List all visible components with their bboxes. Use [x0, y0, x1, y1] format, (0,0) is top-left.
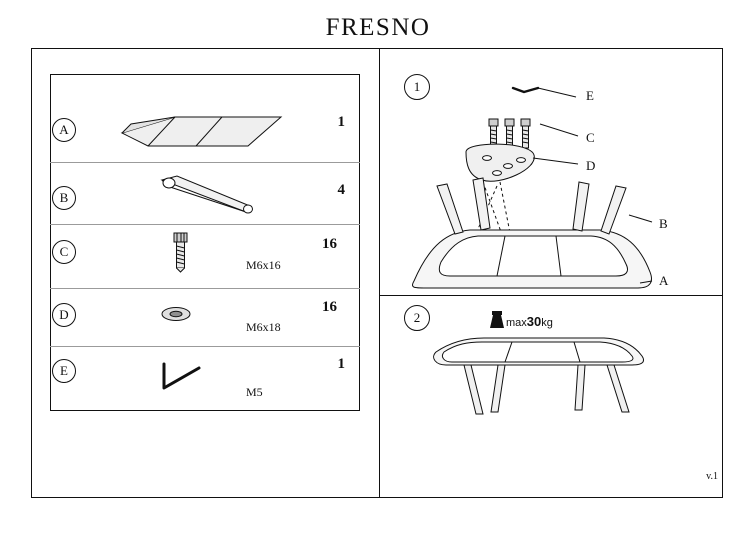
max-load-unit: kg: [541, 317, 553, 329]
part-qty-c: 16: [322, 236, 337, 252]
vertical-divider: [379, 48, 380, 498]
part-badge-a: A: [52, 118, 76, 142]
parts-row-divider: [50, 162, 360, 163]
part-qty-e: 1: [337, 356, 345, 372]
callout-e: E: [586, 88, 594, 103]
step-badge-2: 2: [404, 305, 430, 331]
part-badge-b: B: [52, 186, 76, 210]
callout-a: A: [659, 273, 669, 288]
parts-row-divider: [50, 224, 360, 225]
part-qty-a: 1: [337, 114, 345, 130]
parts-row-divider: [50, 346, 360, 347]
callout-c: C: [586, 130, 595, 145]
max-load-prefix: max: [506, 317, 527, 329]
step-badge-1: 1: [404, 74, 430, 100]
max-load-value: 30: [526, 314, 542, 329]
version-label: v.1: [706, 471, 718, 482]
callout-b: B: [659, 216, 668, 231]
max-load-label: [506, 314, 553, 329]
part-spec-d: M6x18: [246, 320, 281, 334]
part-qty-b: 4: [337, 182, 345, 198]
horizontal-divider: [379, 295, 723, 296]
part-badge-e: E: [52, 359, 76, 383]
part-spec-e: M5: [246, 385, 263, 399]
page-title: FRESNO: [325, 14, 431, 41]
part-badge-c: C: [52, 240, 76, 264]
callout-d: D: [586, 158, 596, 173]
part-badge-d: D: [52, 303, 76, 327]
part-spec-c: M6x16: [246, 258, 281, 272]
parts-row-divider: [50, 288, 360, 289]
part-qty-d: 16: [322, 299, 337, 315]
